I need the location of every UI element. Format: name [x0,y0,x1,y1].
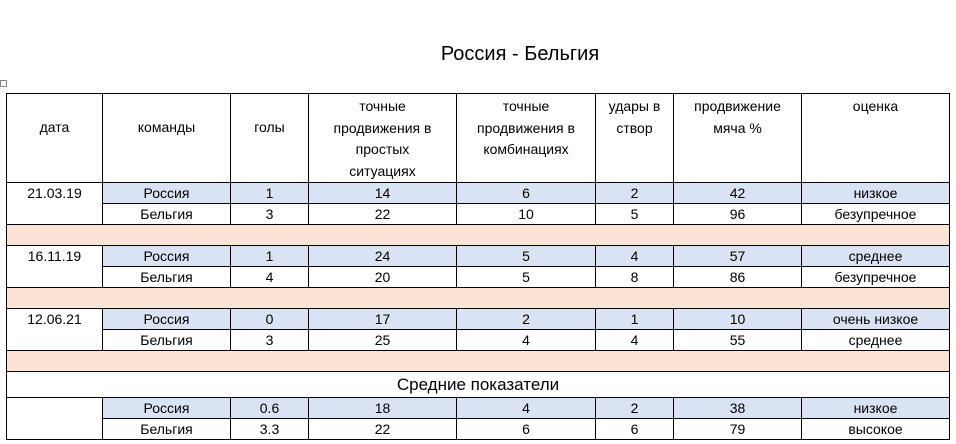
combo-cell: 4 [457,330,596,351]
page-title: Россия - Бельгия [440,43,600,65]
simple-cell: 18 [309,398,457,419]
progress-cell: 86 [674,267,802,288]
goals-cell: 1 [231,246,309,267]
combo-cell: 5 [457,246,596,267]
combo-cell: 10 [457,204,596,225]
header-shots: удары в створ [596,94,674,183]
separator-row [7,225,950,246]
table-row [7,330,950,351]
table-row [7,309,950,330]
shots-cell: 8 [596,267,674,288]
progress-cell: 79 [674,419,802,440]
progress-cell: 96 [674,204,802,225]
averages-title: Средние показатели [7,372,950,398]
rating-cell: безупречное [802,204,950,225]
separator-row [7,288,950,309]
match-date: 21.03.19 [7,183,103,225]
combo-cell: 5 [457,267,596,288]
header-date: дата [7,94,103,183]
rating-cell: низкое [802,183,950,204]
rating-cell: высокое [802,419,950,440]
progress-cell: 42 [674,183,802,204]
goals-cell: 1 [231,183,309,204]
header-rating: оценка [802,94,950,183]
team-cell: Россия [103,246,231,267]
team-cell: Бельгия [103,419,231,440]
separator-row [7,351,950,372]
averages-date-cell [7,398,103,440]
simple-cell: 14 [309,183,457,204]
team-cell: Бельгия [103,330,231,351]
header-teams: команды [103,94,231,183]
team-cell: Бельгия [103,267,231,288]
combo-cell: 4 [457,398,596,419]
header-combo: точные продвижения в комбинациях [457,94,596,183]
simple-cell: 17 [309,309,457,330]
match-date: 16.11.19 [7,246,103,288]
shots-cell: 2 [596,398,674,419]
team-cell: Россия [103,398,231,419]
progress-cell: 38 [674,398,802,419]
goals-cell: 3 [231,204,309,225]
shots-cell: 6 [596,419,674,440]
team-cell: Бельгия [103,204,231,225]
rating-cell: очень низкое [802,309,950,330]
simple-cell: 22 [309,419,457,440]
simple-cell: 20 [309,267,457,288]
combo-cell: 2 [457,309,596,330]
table-row [7,267,950,288]
simple-cell: 24 [309,246,457,267]
goals-cell: 3 [231,330,309,351]
shots-cell: 1 [596,309,674,330]
table-row [7,183,950,204]
goals-cell: 0.6 [231,398,309,419]
rating-cell: безупречное [802,267,950,288]
table-row [7,398,950,419]
team-cell: Россия [103,309,231,330]
combo-cell: 6 [457,183,596,204]
table-move-handle[interactable] [0,80,7,87]
combo-cell: 6 [457,419,596,440]
shots-cell: 4 [596,330,674,351]
match-date: 12.06.21 [7,309,103,351]
goals-cell: 4 [231,267,309,288]
rating-cell: среднее [802,330,950,351]
header-row [7,94,950,183]
averages-title-row [7,372,950,398]
shots-cell: 5 [596,204,674,225]
table-row [7,419,950,440]
shots-cell: 4 [596,246,674,267]
goals-cell: 0 [231,309,309,330]
progress-cell: 55 [674,330,802,351]
rating-cell: низкое [802,398,950,419]
simple-cell: 22 [309,204,457,225]
goals-cell: 3.3 [231,419,309,440]
simple-cell: 25 [309,330,457,351]
stats-table [6,93,950,440]
team-cell: Россия [103,183,231,204]
table-row [7,246,950,267]
table-row [7,204,950,225]
header-goals: голы [231,94,309,183]
shots-cell: 2 [596,183,674,204]
progress-cell: 57 [674,246,802,267]
progress-cell: 10 [674,309,802,330]
header-progress: продвижение мяча % [674,94,802,183]
rating-cell: среднее [802,246,950,267]
header-simple: точные продвижения в простых ситуациях [309,94,457,183]
